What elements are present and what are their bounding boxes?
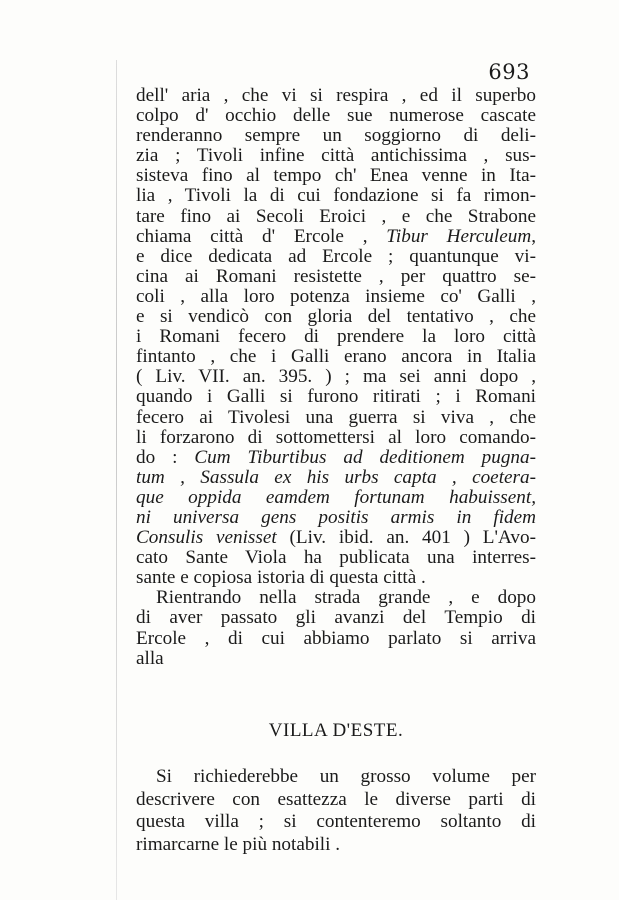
text-line: descrivere con esattezza le diverse parti di [136,788,536,810]
text-segment: coli , alla loro potenza insieme co' Galli , [136,285,536,307]
text-line [136,508,536,528]
text-segment: fecero ai Tivolesi una guerra si viva , che [136,406,536,428]
text-segment: sisteva fino al tempo ch' Enea venne in Ita- [136,165,536,187]
text-line [136,267,536,287]
text-segment: tare fino ai Secoli Eroici , e che Strabone [136,205,536,227]
text-line: questa villa ; si contenteremo soltanto di [136,811,536,832]
text-line [136,207,536,227]
text-segment: renderanno sempre un soggiorno di deli- [136,125,536,147]
text-segment: i Romani fecero di prendere la loro città [136,326,536,348]
text-segment: sante e copiosa istoria di questa città . [136,567,426,589]
text-segment: cato Sante Viola ha publicata una interres- [136,547,536,569]
text-line: Si richiederebbe un grosso volume per [156,766,536,787]
page-number: 693 [488,60,530,84]
text-line [136,528,536,548]
text-line [136,468,536,488]
text-segment: fintanto , che i Galli erano ancora in Italia [136,346,536,368]
text-line [136,387,536,407]
text-line: rimarcarne le più notabili . [136,833,341,855]
text-line [136,227,536,247]
body-text-villa [136,766,536,856]
text-line [136,408,536,428]
text-segment: tum , Sassula ex his urbs capta , coetera- [136,466,536,488]
text-segment: Tibur Herculeum [386,225,532,247]
section-title: VILLA D'ESTE. [268,720,404,741]
text-segment: colpo d' occhio delle sue numerose cascate [136,105,536,127]
text-line: Rientrando nella strada grande , e dopo [156,587,536,609]
text-line [136,166,536,186]
text-segment: cina ai Romani resistette , per quattro se- [136,265,536,287]
page-gutter-line [116,60,117,900]
text-segment: do : [136,446,195,468]
text-segment: e si vendicò con gloria del tentativo , che [136,306,536,328]
text-line [136,247,536,267]
text-segment: (Liv. ibid. an. 401 ) L'Avo- [276,527,536,549]
text-line [136,488,536,508]
text-line [136,327,536,347]
paragraph-villa-deste [136,766,536,856]
text-line [136,448,536,468]
text-line [136,106,536,126]
text-segment: , [531,225,536,247]
text-segment: Consulis venisset [136,527,277,549]
text-line [136,186,536,206]
text-line [136,428,536,448]
text-segment: chiama città d' Ercole , [136,225,387,247]
text-line [136,287,536,307]
text-line: Ercole , di cui abbiamo parlato si arriva [136,627,536,649]
text-segment: li forzarono di sottomettersi al loro comando- [136,426,536,448]
text-line [136,146,536,166]
text-segment: Cum Tiburtibus ad deditionem pugna- [194,446,536,468]
body-text [136,86,536,669]
text-line [136,307,536,327]
text-segment: ni universa gens positis armis in fidem [136,506,536,528]
text-segment: ( Liv. VII. an. 395. ) ; ma sei anni dopo , [136,366,536,388]
text-line [136,347,536,367]
text-segment: zia ; Tivoli infine città antichissima , sus- [136,145,536,167]
text-line: di aver passato gli avanzi del Tempio di [136,607,536,629]
text-segment: que oppida eamdem fortunam habuissent, [136,486,536,508]
text-segment: quando i Galli si furono ritirati ; i Romani [136,386,536,408]
text-line [136,126,536,146]
text-line [136,367,536,387]
text-segment: dell' aria , che vi si respira , ed il superbo [136,85,536,106]
text-line [136,86,536,106]
text-line [136,568,536,588]
paragraph-tivoli [136,86,536,588]
text-segment: lia , Tivoli la di cui fondazione si fa rimon- [136,185,536,207]
text-line: alla [136,647,164,669]
paragraph-rientrando [136,588,536,668]
text-segment: e dice dedicata ad Ercole ; quantunque vi- [136,245,536,267]
text-line [136,548,536,568]
